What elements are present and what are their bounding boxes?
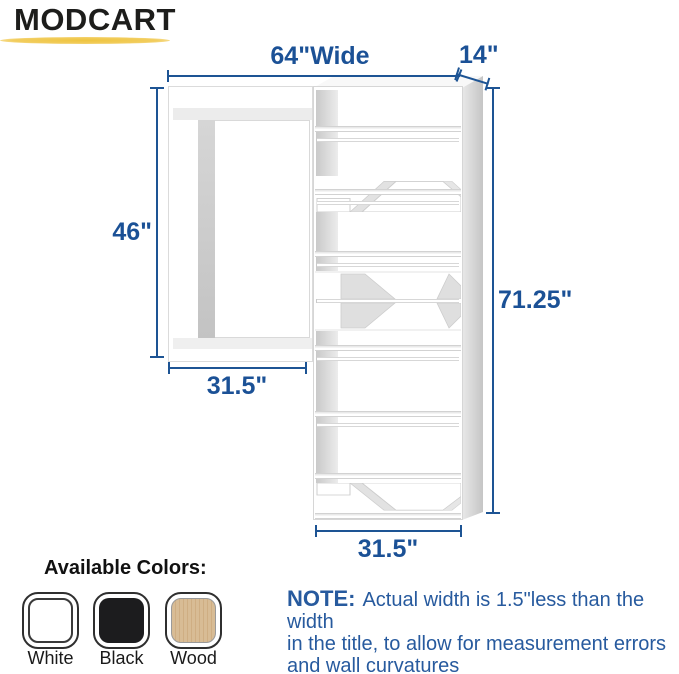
dimension-label-width: 64"Wide <box>270 42 370 70</box>
shelf-tower <box>313 86 463 520</box>
dimension-label-left-height: 46" <box>112 218 152 246</box>
shelf <box>315 411 461 417</box>
brace-panel-middle2 <box>315 303 461 331</box>
color-swatch-black <box>93 592 150 649</box>
dimension-label-left-width: 31.5" <box>206 372 268 400</box>
hanging-section-side-shading <box>198 120 215 338</box>
swatch-label-wood: Wood <box>170 648 217 668</box>
swatch-label-black: Black <box>99 648 144 668</box>
shelf-front-rail <box>317 357 459 361</box>
dimension-line-left-height <box>156 88 158 358</box>
shelf-mid-divider <box>317 299 459 303</box>
note-text <box>287 588 679 674</box>
dimension-line-left-width <box>169 367 306 369</box>
shelf-front-rail <box>317 138 459 142</box>
swatch-fill <box>171 598 216 643</box>
dimension-line-tower-width <box>316 530 461 532</box>
dimension-tick <box>315 525 317 537</box>
dimension-tick <box>486 512 500 514</box>
swatch-fill <box>28 598 73 643</box>
available-colors-title: Available Colors: <box>44 557 207 579</box>
brand-logo: MODCART <box>14 2 176 37</box>
dimension-label-depth: 14" <box>459 41 499 69</box>
closet-side-panel <box>462 76 483 530</box>
dimension-tick <box>150 87 164 89</box>
shelf-front-rail <box>317 423 459 427</box>
swatch-fill <box>99 598 144 643</box>
dimension-tick <box>167 70 169 82</box>
shelf-front-rail <box>317 201 459 205</box>
note-line1 <box>287 588 679 633</box>
brace-panel-middle1 <box>315 271 461 299</box>
note-prefix: NOTE: <box>287 586 356 611</box>
note-line3: and wall curvatures <box>287 655 460 674</box>
color-swatch-wood <box>165 592 222 649</box>
dimension-line-total-height <box>492 88 494 514</box>
logo-swoosh-underline <box>0 37 170 44</box>
shelf <box>315 473 461 479</box>
dimension-tick <box>150 356 164 358</box>
color-swatch-white <box>22 592 79 649</box>
hanging-section-bottom-shading <box>173 338 312 349</box>
hanging-section <box>168 86 313 362</box>
dimension-tick <box>305 362 307 374</box>
brace-panel-bottom <box>315 483 461 515</box>
dimension-line-width <box>168 75 460 77</box>
shelf <box>315 345 461 351</box>
shelf <box>315 126 461 132</box>
hanging-section-opening <box>215 120 310 338</box>
hanging-section-top-shading <box>173 108 312 120</box>
note-line1-text: Actual width is 1.5"less than the width <box>287 589 645 633</box>
dimension-tick <box>460 525 462 537</box>
shelf <box>315 189 461 195</box>
dimension-label-total-height: 71.25" <box>498 286 573 314</box>
shelf <box>315 251 461 257</box>
tower-bottom-panel <box>315 513 461 519</box>
shelf-front-rail <box>317 263 459 267</box>
dimension-tick <box>486 87 500 89</box>
swatch-label-white: White <box>27 648 74 668</box>
note-line2: in the title, to allow for measurement errors <box>287 633 667 655</box>
dimension-tick <box>168 362 170 374</box>
dimension-label-tower-width: 31.5" <box>357 535 419 563</box>
